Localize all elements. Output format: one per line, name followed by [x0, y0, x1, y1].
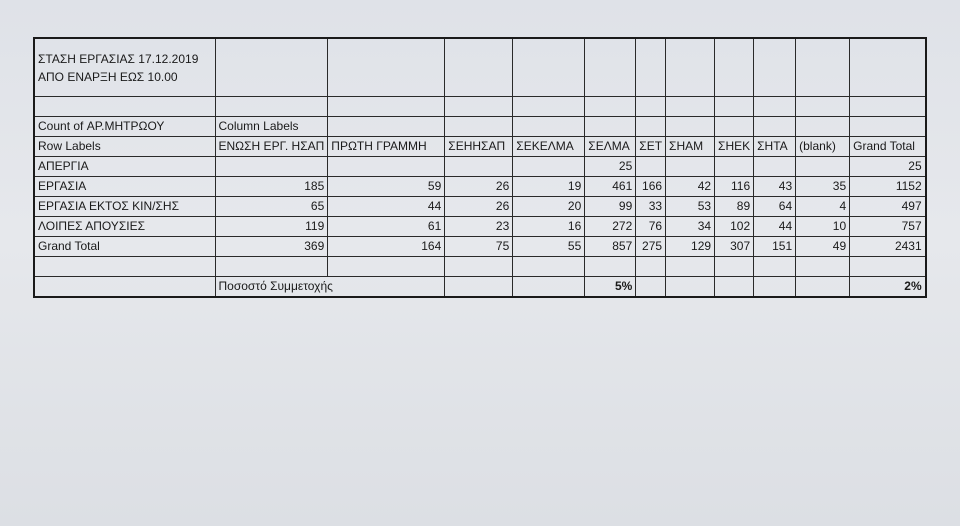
col-header: (blank)	[796, 137, 850, 157]
row-label: ΑΠΕΡΓΙΑ	[34, 157, 215, 177]
data-cell: 129	[666, 237, 715, 257]
data-cell: 166	[636, 177, 666, 197]
col-header: ΣΕΗΗΣΑΠ	[445, 137, 513, 157]
row-label: Grand Total	[34, 237, 215, 257]
data-cell: 857	[585, 237, 636, 257]
data-cell: 164	[328, 237, 445, 257]
data-cell: 116	[715, 177, 754, 197]
data-cell: 65	[215, 197, 328, 217]
data-cell: 49	[796, 237, 850, 257]
data-cell: 497	[850, 197, 926, 217]
pivot-table	[33, 37, 927, 298]
data-cell: 272	[585, 217, 636, 237]
data-cell: 55	[513, 237, 585, 257]
table-row	[34, 177, 926, 197]
data-cell: 53	[666, 197, 715, 217]
data-cell: 185	[215, 177, 328, 197]
empty-row	[34, 97, 926, 117]
data-cell: 16	[513, 217, 585, 237]
col-header: ΣΗΤΑ	[754, 137, 796, 157]
data-cell	[754, 157, 796, 177]
data-cell: 151	[754, 237, 796, 257]
data-cell	[715, 157, 754, 177]
data-cell: 369	[215, 237, 328, 257]
column-labels-label: Column Labels	[215, 117, 328, 137]
data-cell: 307	[715, 237, 754, 257]
data-cell: 1152	[850, 177, 926, 197]
data-cell	[666, 157, 715, 177]
data-cell: 25	[850, 157, 926, 177]
data-cell: 119	[215, 217, 328, 237]
participation-label: Ποσοστό Συμμετοχής	[215, 277, 445, 298]
data-cell: 2431	[850, 237, 926, 257]
total-participation-pct: 2%	[850, 277, 926, 298]
row-labels-label: Row Labels	[34, 137, 215, 157]
data-cell: 33	[636, 197, 666, 217]
data-cell: 20	[513, 197, 585, 217]
title-row	[34, 38, 926, 97]
data-cell	[215, 157, 328, 177]
data-cell: 61	[328, 217, 445, 237]
data-cell	[796, 157, 850, 177]
data-cell: 44	[328, 197, 445, 217]
col-header: ΕΝΩΣΗ ΕΡΓ. ΗΣΑΠ	[215, 137, 328, 157]
data-cell: 26	[445, 177, 513, 197]
table-row	[34, 217, 926, 237]
count-label: Count of ΑΡ.ΜΗΤΡΩΟΥ	[34, 117, 215, 137]
data-cell: 75	[445, 237, 513, 257]
report-title-cell	[34, 38, 215, 97]
data-cell: 461	[585, 177, 636, 197]
data-cell	[513, 157, 585, 177]
data-cell	[445, 157, 513, 177]
data-cell	[636, 157, 666, 177]
data-cell: 275	[636, 237, 666, 257]
col-header: ΠΡΩΤΗ ΓΡΑΜΜΗ	[328, 137, 445, 157]
report-title-line-2: ΑΠΟ ΕΝΑΡΞΗ ΕΩΣ 10.00	[38, 69, 178, 84]
report-title-line-1: ΣΤΑΣΗ ΕΡΓΑΣΙΑΣ 17.12.2019	[38, 51, 199, 66]
participation-row	[34, 277, 926, 298]
data-cell: 59	[328, 177, 445, 197]
data-cell: 34	[666, 217, 715, 237]
data-cell: 35	[796, 177, 850, 197]
row-label: ΕΡΓΑΣΙΑ	[34, 177, 215, 197]
data-cell: 64	[754, 197, 796, 217]
data-cell: 102	[715, 217, 754, 237]
data-cell: 10	[796, 217, 850, 237]
data-cell: 23	[445, 217, 513, 237]
table-row	[34, 157, 926, 177]
table-row	[34, 197, 926, 217]
col-header: ΣΕΛΜΑ	[585, 137, 636, 157]
count-label-row	[34, 117, 926, 137]
pivot-table-body	[34, 38, 926, 297]
data-cell: 25	[585, 157, 636, 177]
selma-participation-pct: 5%	[585, 277, 636, 298]
data-cell: 89	[715, 197, 754, 217]
data-cell: 76	[636, 217, 666, 237]
data-cell: 19	[513, 177, 585, 197]
row-label: ΕΡΓΑΣΙΑ ΕΚΤΟΣ ΚΙΝ/ΣΗΣ	[34, 197, 215, 217]
empty-row	[34, 257, 926, 277]
data-cell: 44	[754, 217, 796, 237]
data-cell: 99	[585, 197, 636, 217]
col-header: ΣΕΤ	[636, 137, 666, 157]
row-label: ΛΟΙΠΕΣ ΑΠΟΥΣΙΕΣ	[34, 217, 215, 237]
data-cell: 4	[796, 197, 850, 217]
grand-total-row	[34, 237, 926, 257]
data-cell: 43	[754, 177, 796, 197]
data-cell: 757	[850, 217, 926, 237]
data-cell	[328, 157, 445, 177]
column-header-row	[34, 137, 926, 157]
col-header: ΣΗΑΜ	[666, 137, 715, 157]
col-header: ΣΕΚΕΛΜΑ	[513, 137, 585, 157]
data-cell: 42	[666, 177, 715, 197]
col-header: ΣΗΕΚ	[715, 137, 754, 157]
data-cell: 26	[445, 197, 513, 217]
col-header: Grand Total	[850, 137, 926, 157]
